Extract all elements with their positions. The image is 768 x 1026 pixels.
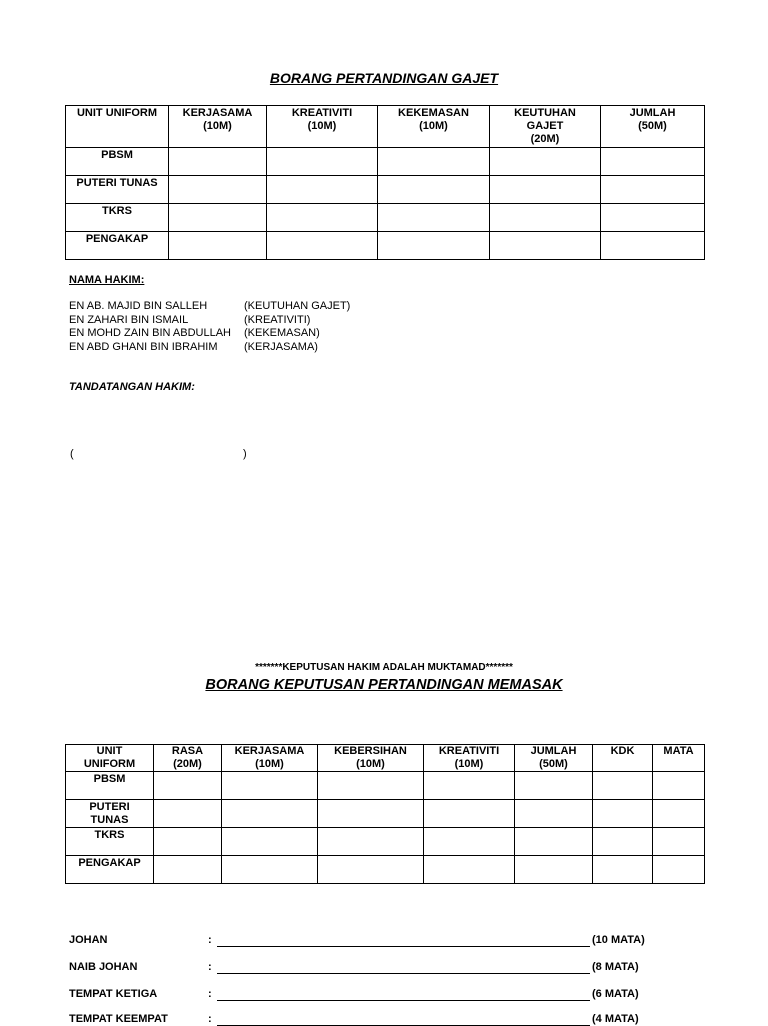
gadget-header-row (66, 106, 705, 148)
score-cell[interactable] (318, 800, 424, 828)
signature-bracket-close: ) (243, 448, 247, 460)
score-cell[interactable] (593, 856, 653, 884)
score-cell[interactable] (593, 828, 653, 856)
score-cell[interactable] (267, 148, 378, 176)
result-blank-line[interactable] (217, 946, 590, 947)
gadget-form-title: BORANG PERTANDINGAN GAJET (269, 70, 499, 86)
cooking-header-mata: MATA (653, 745, 705, 772)
row-label-puteri-tunas: PUTERI TUNAS (66, 176, 169, 204)
judge-entry (69, 327, 320, 341)
score-cell[interactable] (378, 232, 490, 260)
score-cell[interactable] (601, 176, 705, 204)
row-label-tkrs: TKRS (66, 828, 154, 856)
score-cell[interactable] (490, 148, 601, 176)
result-label: TEMPAT KETIGA (69, 988, 158, 1000)
score-cell[interactable] (378, 148, 490, 176)
score-cell[interactable] (222, 856, 318, 884)
score-cell[interactable] (653, 772, 705, 800)
decision-final-banner: *******KEPUTUSAN HAKIM ADALAH MUKTAMAD******* (255, 662, 513, 673)
table-row (66, 800, 705, 828)
judge-name: EN MOHD ZAIN BIN ABDULLAH (69, 327, 231, 340)
score-cell[interactable] (653, 856, 705, 884)
cooking-header-kdk: KDK (593, 745, 653, 772)
score-cell[interactable] (222, 828, 318, 856)
cooking-header-jumlah: JUMLAH (50M) (515, 745, 593, 772)
score-cell[interactable] (515, 828, 593, 856)
score-cell[interactable] (424, 856, 515, 884)
result-colon: : (208, 1013, 212, 1025)
row-label-puteri-tunas: PUTERI TUNAS (66, 800, 154, 828)
row-label-pengakap: PENGAKAP (66, 856, 154, 884)
result-points: (10 MATA) (592, 934, 645, 946)
score-cell[interactable] (378, 176, 490, 204)
row-label-pengakap: PENGAKAP (66, 232, 169, 260)
signature-heading: TANDATANGAN HAKIM: (69, 381, 195, 393)
score-cell[interactable] (169, 232, 267, 260)
cooking-header-kerjasama: KERJASAMA (10M) (222, 745, 318, 772)
score-cell[interactable] (169, 148, 267, 176)
gadget-header-keutuhan: KEUTUHAN GAJET (20M) (490, 106, 601, 148)
score-cell[interactable] (515, 772, 593, 800)
score-cell[interactable] (318, 772, 424, 800)
signature-bracket-open: ( (70, 448, 74, 460)
gadget-header-kerjasama: KERJASAMA (10M) (169, 106, 267, 148)
score-cell[interactable] (424, 828, 515, 856)
gadget-header-unit: UNIT UNIFORM (66, 106, 169, 148)
gadget-score-table (65, 105, 705, 260)
score-cell[interactable] (515, 856, 593, 884)
score-cell[interactable] (490, 204, 601, 232)
score-cell[interactable] (267, 204, 378, 232)
row-label-tkrs: TKRS (66, 204, 169, 232)
gadget-header-kreativiti: KREATIVITI (10M) (267, 106, 378, 148)
result-points: (6 MATA) (592, 988, 639, 1000)
row-label-pbsm: PBSM (66, 148, 169, 176)
score-cell[interactable] (169, 176, 267, 204)
cooking-header-kreativiti: KREATIVITI (10M) (424, 745, 515, 772)
score-cell[interactable] (593, 800, 653, 828)
row-label-pbsm: PBSM (66, 772, 154, 800)
score-cell[interactable] (424, 800, 515, 828)
judge-name: EN AB. MAJID BIN SALLEH (69, 300, 208, 312)
result-colon: : (208, 961, 212, 973)
table-row (66, 176, 705, 204)
score-cell[interactable] (515, 800, 593, 828)
gadget-header-kekemasan: KEKEMASAN (10M) (378, 106, 490, 148)
score-cell[interactable] (267, 232, 378, 260)
score-cell[interactable] (601, 232, 705, 260)
cooking-form-title: BORANG KEPUTUSAN PERTANDINGAN MEMASAK (205, 677, 563, 693)
score-cell[interactable] (154, 772, 222, 800)
score-cell[interactable] (424, 772, 515, 800)
judge-role: (KERJASAMA) (244, 340, 318, 353)
result-label: TEMPAT KEEMPAT (69, 1013, 168, 1025)
table-row (66, 828, 705, 856)
result-colon: : (208, 934, 212, 946)
table-row (66, 772, 705, 800)
gadget-header-jumlah: JUMLAH (50M) (601, 106, 705, 148)
result-points: (8 MATA) (592, 961, 639, 973)
table-row (66, 148, 705, 176)
result-points: (4 MATA) (592, 1013, 639, 1025)
judge-role: (KEKEMASAN) (244, 327, 320, 340)
judge-entry (69, 341, 318, 355)
cooking-header-unit: UNIT UNIFORM (66, 745, 154, 772)
judge-name: EN ABD GHANI BIN IBRAHIM (69, 340, 218, 353)
score-cell[interactable] (601, 148, 705, 176)
cooking-header-rasa: RASA (20M) (154, 745, 222, 772)
table-row (66, 204, 705, 232)
judges-heading: NAMA HAKIM: (69, 274, 145, 286)
table-row (66, 232, 705, 260)
score-cell[interactable] (154, 800, 222, 828)
result-label: JOHAN (69, 934, 108, 946)
judge-role: (KREATIVITI) (244, 313, 311, 326)
score-cell[interactable] (169, 204, 267, 232)
score-cell[interactable] (154, 828, 222, 856)
judge-entry (69, 300, 350, 314)
score-cell[interactable] (222, 772, 318, 800)
score-cell[interactable] (490, 176, 601, 204)
judge-role: (KEUTUHAN GAJET) (244, 300, 351, 312)
judge-entry (69, 314, 310, 328)
score-cell[interactable] (653, 800, 705, 828)
judge-name: EN ZAHARI BIN ISMAIL (69, 313, 189, 326)
score-cell[interactable] (378, 204, 490, 232)
table-row (66, 856, 705, 884)
cooking-score-table (65, 744, 705, 884)
score-cell[interactable] (267, 176, 378, 204)
score-cell[interactable] (318, 856, 424, 884)
score-cell[interactable] (490, 232, 601, 260)
result-blank-line[interactable] (217, 1000, 590, 1001)
result-label: NAIB JOHAN (69, 961, 138, 973)
result-blank-line[interactable] (217, 973, 590, 974)
cooking-header-row (66, 745, 705, 772)
score-cell[interactable] (593, 772, 653, 800)
score-cell[interactable] (222, 800, 318, 828)
cooking-header-kebersihan: KEBERSIHAN (10M) (318, 745, 424, 772)
score-cell[interactable] (318, 828, 424, 856)
score-cell[interactable] (601, 204, 705, 232)
score-cell[interactable] (154, 856, 222, 884)
score-cell[interactable] (653, 828, 705, 856)
result-colon: : (208, 988, 212, 1000)
